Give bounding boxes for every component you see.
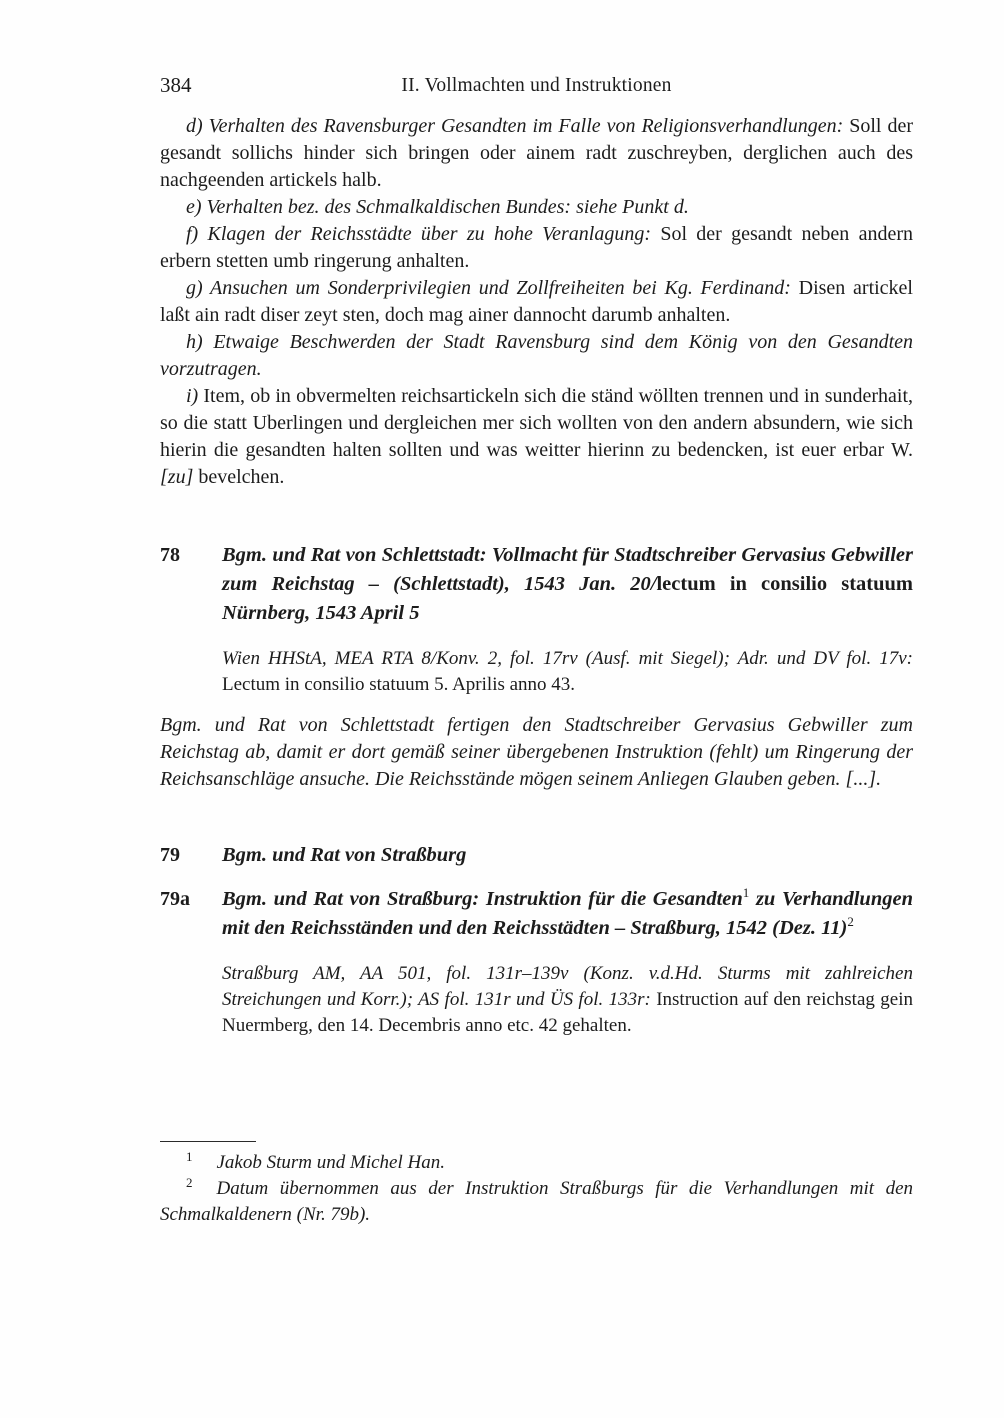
entry-78-title xyxy=(222,541,913,628)
text-block xyxy=(160,0,913,1228)
paragraph-d-lead: d) Verhalten des Ravensburger Gesandten im Falle von Religionsverhandlungen: xyxy=(186,115,850,137)
paragraph-d-text: Soll der gesandt sollichs hinder sich bringen oder ainem radt zuschreyben, derglichen auch des nachgeenden artickels halb. xyxy=(160,115,913,191)
entry-79a-number: 79a xyxy=(160,888,190,910)
entry-79a-title-part-2: zu Verhandlungen mit den Reichsständen und den Reichsstädten – Straßburg, 1542 (Dez. 11) xyxy=(222,888,913,939)
entry-79a-title-part-1: Bgm. und Rat von Straßburg: Instruktion für die Gesandten xyxy=(222,888,743,910)
footnote-separator-rule xyxy=(160,1141,256,1142)
paragraph-i-lead: i) xyxy=(186,385,204,407)
paragraph-g-text: Disen artickel laßt ain radt diser zeyt sten, doch mag ainer dannocht darumb anhalten. xyxy=(160,277,913,326)
entry-78-title-part-1: Bgm. und Rat von Schlettstadt: Vollmacht für Stadtschreiber Gervasius Gebwiller zum Reichstag – (Schlettstadt), 1543 Jan. 20/ xyxy=(222,544,913,595)
entry-79a-source-text: Instruction auf den reichstag gein Nuermberg, den 14. Decembris anno etc. 42 gehalten. xyxy=(222,989,913,1036)
paragraph-e xyxy=(160,194,913,221)
paragraph-i-editorial-insert: [zu] xyxy=(160,466,194,488)
running-head xyxy=(160,72,913,99)
entry-79a-source-archive: Straßburg AM, AA 501, fol. 131r–139v (Konz. v.d.Hd. Sturms mit zahlreichen Streichungen und Korr.); AS fol. 131r und ÜS fol. 133r: xyxy=(222,963,913,1010)
footnote-2-text: Datum übernommen aus der Instruktion Straßburgs für die Verhandlungen mit den Schmalkaldenern (Nr. 79b). xyxy=(160,1178,913,1225)
entry-79a-heading xyxy=(160,885,913,943)
entry-78-source-text: Lectum in consilio statuum 5. Aprilis anno 43. xyxy=(222,674,576,695)
entry-78-title-latin: lectum in consilio statuum xyxy=(656,573,914,595)
footnote-1 xyxy=(160,1150,913,1176)
paragraph-e-lead: e) Verhalten bez. des Schmalkaldischen Bundes: siehe Punkt d. xyxy=(186,196,689,218)
footnote-2-marker: 2 xyxy=(186,1174,193,1190)
paragraph-g xyxy=(160,275,913,329)
footnote-reference-1: 1 xyxy=(742,885,750,901)
paragraph-f xyxy=(160,221,913,275)
entry-79-number: 79 xyxy=(160,844,180,866)
paragraph-g-lead: g) Ansuchen um Sonderprivilegien und Zollfreiheiten bei Kg. Ferdinand: xyxy=(186,277,799,299)
entry-79a-title xyxy=(222,885,913,943)
paragraph-d xyxy=(160,113,913,194)
entry-78-number: 78 xyxy=(160,544,180,566)
footnote-1-marker: 1 xyxy=(186,1148,193,1164)
paragraph-i xyxy=(160,383,913,491)
entry-78-source-archive: Wien HHStA, MEA RTA 8/Konv. 2, fol. 17rv (Ausf. mit Siegel); Adr. und DV fol. 17v: xyxy=(222,648,913,669)
footnote-reference-2: 2 xyxy=(847,914,854,930)
paragraph-h xyxy=(160,329,913,383)
entry-78-title-part-2: Nürnberg, 1543 April 5 xyxy=(222,602,420,624)
footnote-2 xyxy=(160,1176,913,1228)
entry-78-heading xyxy=(160,541,913,628)
footnote-1-text: Jakob Sturm und Michel Han. xyxy=(216,1152,445,1173)
page-number: 384 xyxy=(160,73,192,97)
entry-79-heading xyxy=(160,841,913,870)
paragraph-f-text: Sol der gesandt neben andern erbern stetten umb ringerung anhalten. xyxy=(160,223,913,272)
entry-78-source-note xyxy=(222,646,913,698)
paragraph-i-text-2: bevelchen. xyxy=(193,466,285,488)
entry-79-title: Bgm. und Rat von Straßburg xyxy=(222,844,467,866)
entry-78-summary: Bgm. und Rat von Schlettstadt fertigen den Stadtschreiber Gervasius Gebwiller zum Reichstag ab, damit er dort gemäß seiner übergebenen Instruktion (fehlt) um Ringerung der Reichsanschläge ansuche. Die Reichsstände mögen seinem Anliegen Glauben geben. [...]. xyxy=(160,714,913,790)
paragraph-i-text-1: Item, ob in obvermelten reichsartickeln sich die ständ wöllten trennen und in sunderhait, so die statt Uberlingen und dergleichen mer sich wollten von den andern absundern, wie sich hierin die gesandten halten sollten und was weitter hierinn zu bedencken, ist euer erbar W. xyxy=(160,385,914,461)
paragraph-h-lead: h) Etwaige Beschwerden der Stadt Ravensburg sind dem König von den Gesandten vorzutragen. xyxy=(160,331,913,380)
running-head-title: II. Vollmachten und Instruktionen xyxy=(401,75,672,96)
paragraph-f-lead: f) Klagen der Reichsstädte über zu hohe Veranlagung: xyxy=(186,223,661,245)
entry-79a-source-note xyxy=(222,961,913,1039)
